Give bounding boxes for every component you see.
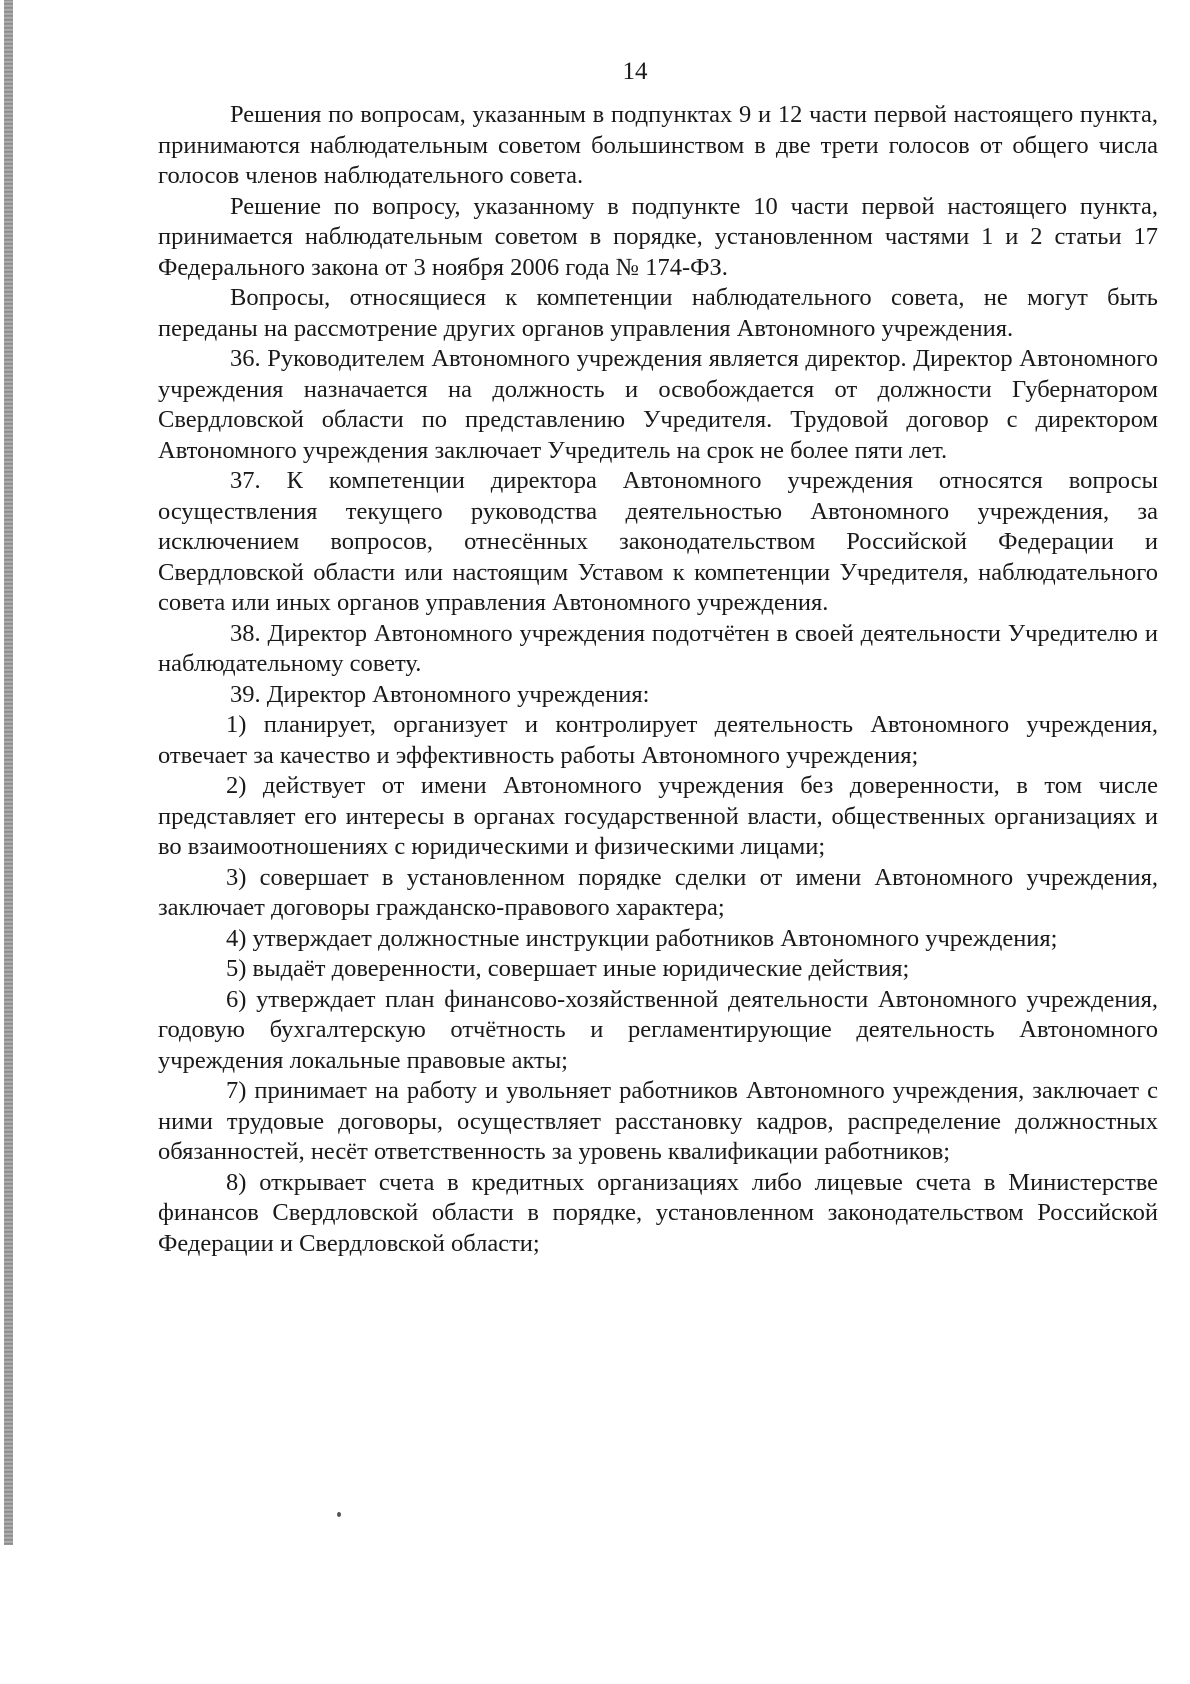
list-item-5: 5) выдаёт доверенности, совершает иные юридические действия;	[226, 955, 910, 982]
paragraph-38: 38. Директор Автономного учреждения подотчётен в своей деятельности Учредителю и наблюдательному совету.	[158, 619, 1158, 677]
list-item-1: 1) планирует, организует и контролирует деятельность Автономного учреждения, отвечает за качество и эффективность работы Автономного учреждения;	[158, 711, 1158, 769]
scan-edge-shadow	[4, 0, 13, 1545]
page-number: 14	[622, 58, 648, 85]
paragraph: Решения по вопросам, указанным в подпунктах 9 и 12 части первой настоящего пункта, принимаются наблюдательным советом большинством в две трети голосов от общего числа голосов членов наблюдательного совета.	[158, 101, 1158, 189]
list-item-4: 4) утверждает должностные инструкции работников Автономного учреждения;	[226, 924, 1058, 952]
list-item-8: 8) открывает счета в кредитных организациях либо лицевые счета в Министерстве финансов Свердловской области в порядке, установленном законодательством Российской Федерации и Свердловской области;	[158, 1168, 1158, 1257]
paragraph-39-heading: 39. Директор Автономного учреждения:	[230, 680, 650, 708]
list-item-2: 2) действует от имени Автономного учреждения без доверенности, в том числе представляет его интересы в органах государственной власти, общественных организациях и во взаимоотношениях с юридическими и физическими лицами;	[158, 772, 1158, 860]
paragraph-37: 37. К компетенции директора Автономного учреждения относятся вопросы осуществления текущего руководства деятельностью Автономного учреждения, за исключением вопросов, отнесённых законодательством Российской Федерации и Свердловской области или настоящим Уставом к компетенции Учредителя, наблюдательного совета или иных органов управления Автономного учреждения.	[158, 467, 1158, 616]
document-body	[158, 100, 1158, 1259]
paragraph: Решение по вопросу, указанному в подпункте 10 части первой настоящего пункта, принимается наблюдательным советом в порядке, установленном частями 1 и 2 статьи 17 Федерального закона от 3 ноября 2006 года № 174-ФЗ.	[158, 192, 1158, 281]
list-item-6: 6) утверждает план финансово-хозяйственной деятельности Автономного учреждения, годовую бухгалтерскую отчётность и регламентирующие деятельность Автономного учреждения локальные правовые акты;	[158, 985, 1158, 1074]
list-item-3: 3) совершает в установленном порядке сделки от имени Автономного учреждения, заключает договоры гражданско-правового характера;	[158, 863, 1158, 921]
scan-speck	[337, 1512, 341, 1517]
list-item-7: 7) принимает на работу и увольняет работников Автономного учреждения, заключает с ними трудовые договоры, осуществляет расстановку кадров, распределение должностных обязанностей, несёт ответственность за уровень квалификации работников;	[158, 1077, 1158, 1165]
paragraph-36: 36. Руководителем Автономного учреждения является директор. Директор Автономного учреждения назначается на должность и освобождается от должности Губернатором Свердловской области по представлению Учредителя. Трудовой договор с директором Автономного учреждения заключает Учредитель на срок не более пяти лет.	[158, 345, 1158, 464]
paragraph: Вопросы, относящиеся к компетенции наблюдательного совета, не могут быть переданы на рассмотрение других органов управления Автономного учреждения.	[158, 284, 1158, 342]
